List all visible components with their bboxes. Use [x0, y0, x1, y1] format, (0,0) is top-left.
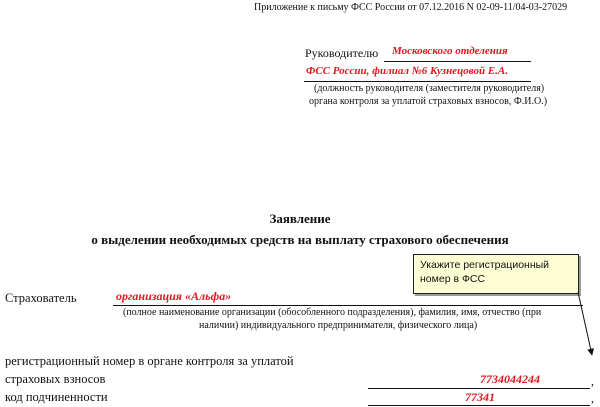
addressee-label: Руководителю: [305, 46, 379, 60]
registration-value[interactable]: 7734044244: [480, 372, 540, 386]
insurer-underline: [113, 305, 583, 306]
subordination-underline: [368, 405, 590, 406]
insurer-label: Страхователь: [5, 291, 77, 305]
document-subtitle: о выделении необходимых средств на выплату страхового обеспечения: [91, 232, 509, 247]
insurer-caption-line1: (полное наименование организации (обособленного подразделения), фамилия, имя, отчество (при: [123, 307, 542, 318]
insurer-caption-line2: наличии) индивидуального предпринимателя, физического лица): [199, 320, 478, 331]
registration-underline: [368, 388, 590, 389]
subordination-suffix: ,: [591, 391, 594, 405]
addressee-caption-line1: (должность руководителя (заместителя руководителя): [314, 83, 545, 94]
appendix-note: Приложение к письму ФСС России от 07.12.2016 N 02-09-11/04-03-27029: [254, 2, 568, 13]
document-title: Заявление: [269, 211, 331, 226]
subordination-label: код подчиненности: [5, 390, 108, 404]
registration-label-line1: регистрационный номер в органе контроля за уплатой: [5, 354, 294, 368]
tooltip-text: Укажите регистрационный номер в ФСС: [420, 259, 550, 285]
subordination-value[interactable]: 77341: [465, 390, 495, 404]
addressee-value-line2[interactable]: ФСС России, филиал №6 Кузнецовой Е.А.: [306, 65, 508, 77]
registration-suffix: ,: [591, 374, 594, 388]
insurer-value[interactable]: организация «Альфа»: [116, 289, 232, 303]
addressee-caption-line2: органа контроля за уплатой страховых взносов, Ф.И.О.): [309, 96, 548, 107]
addressee-value-line1[interactable]: Московского отделения: [392, 45, 508, 57]
registration-label-line2: страховых взносов: [5, 372, 106, 386]
